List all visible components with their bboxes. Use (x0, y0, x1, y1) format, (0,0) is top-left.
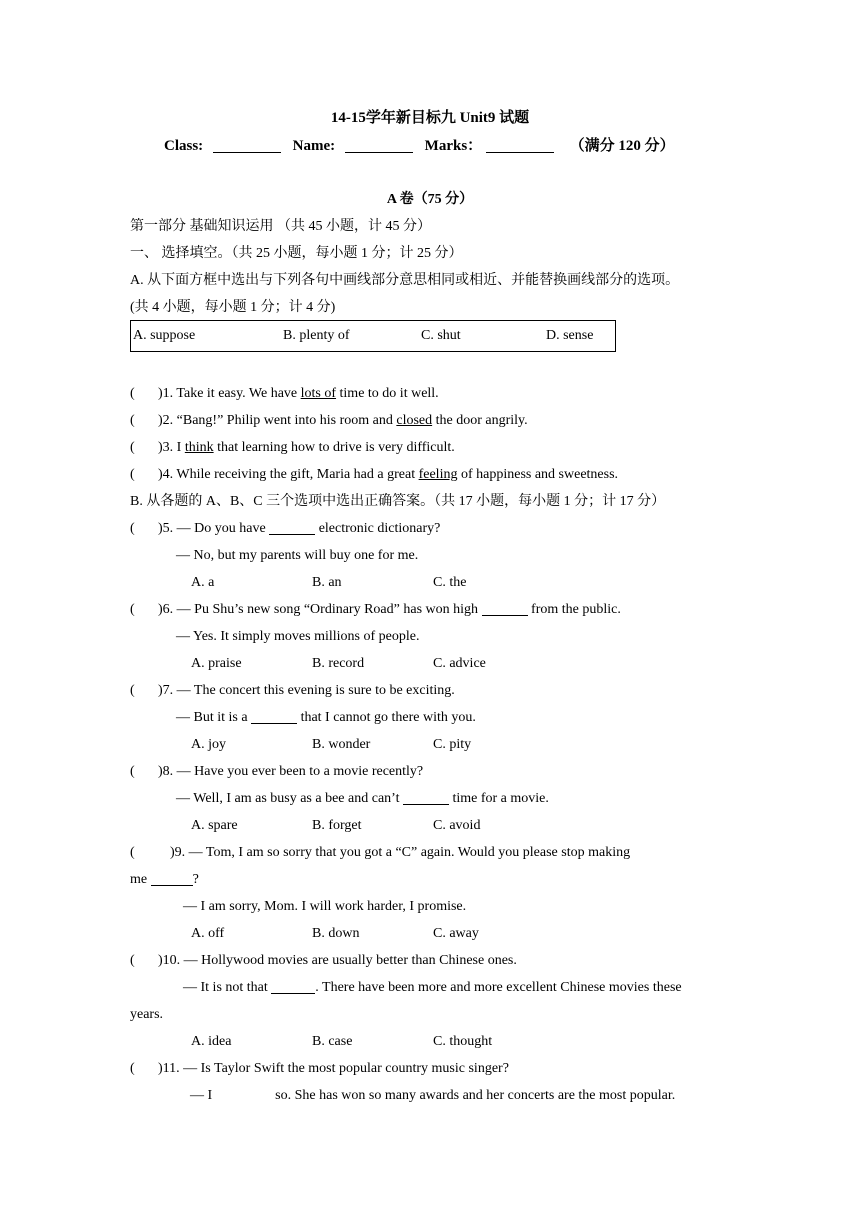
class-blank[interactable] (213, 138, 281, 153)
option-c[interactable]: C. avoid (433, 818, 481, 833)
option-b[interactable]: B. forget (312, 818, 362, 833)
box-option-c: C. shut (421, 328, 461, 343)
question-6: ( )6. — Pu Shu’s new song “Ordinary Road” has won high from the public. (130, 600, 621, 620)
section-a-title: A 卷（75 分） (386, 192, 474, 207)
option-a[interactable]: A. spare (191, 818, 238, 833)
option-b[interactable]: B. wonder (312, 737, 371, 752)
question-2: ( )2. “Bang!” Philip went into his room and closed the door angrily. (130, 411, 528, 431)
question-9-cont: me ? (130, 872, 199, 887)
full-marks: （满分 120 分） (569, 138, 675, 154)
answer-paren[interactable]: ( (130, 602, 135, 617)
question-11: ( )11. — Is Taylor Swift the most popular country music singer? (130, 1059, 509, 1079)
option-a[interactable]: A. a (191, 575, 215, 590)
option-a[interactable]: A. off (191, 926, 225, 941)
question-8-reply: — Well, I am as busy as a bee and can’t time for a movie. (176, 791, 549, 806)
answer-paren[interactable]: ( (130, 953, 135, 968)
answer-paren[interactable]: ( (130, 1061, 135, 1076)
box-option-d: D. sense (546, 328, 594, 343)
answer-paren[interactable]: ( (130, 467, 135, 482)
answer-paren[interactable]: ( (130, 521, 135, 536)
fill-blank[interactable] (269, 520, 315, 535)
question-10: ( )10. — Hollywood movies are usually better than Chinese ones. (130, 951, 517, 971)
question-5: ( )5. — Do you have electronic dictionary? (130, 519, 440, 539)
box-option-a: A. suppose (133, 328, 196, 343)
option-b[interactable]: B. down (312, 926, 360, 941)
part-one-heading: 一、 选择填空。（共 25 小题，每小题 1 分；计 25 分） (130, 246, 463, 261)
fill-blank[interactable] (403, 790, 449, 805)
marks-label: Marks： (424, 138, 483, 154)
question-3: ( )3. I think that learning how to drive is very difficult. (130, 438, 455, 458)
question-11-reply: — I so. She has won so many awards and her concerts are the most popular. (190, 1088, 676, 1103)
answer-paren[interactable]: ( (130, 845, 135, 860)
fill-blank[interactable] (271, 979, 315, 994)
option-a[interactable]: A. idea (191, 1034, 232, 1049)
answer-paren[interactable]: ( (130, 440, 135, 455)
exam-title: 14-15学年新目标九 Unit9 试题 (330, 110, 530, 126)
name-blank[interactable] (345, 138, 413, 153)
instruction-a-line1: A. 从下面方框中选出与下列各句中画线部分意思相同或相近、并能替换画线部分的选项。 (130, 273, 680, 288)
question-8: ( )8. — Have you ever been to a movie recently? (130, 762, 423, 782)
answer-paren[interactable]: ( (130, 683, 135, 698)
student-info-line (164, 136, 675, 156)
question-4: ( )4. While receiving the gift, Maria had a great feeling of happiness and sweetness. (130, 465, 618, 485)
marks-blank[interactable] (486, 138, 554, 153)
class-label: Class: (164, 138, 204, 154)
instruction-b: B. 从各题的 A、B、C 三个选项中选出正确答案。（共 17 小题，每小题 1 分；计 17 分） (130, 494, 666, 509)
question-1: ( )1. Take it easy. We have lots of time to do it well. (130, 384, 439, 404)
question-5-reply: — No, but my parents will buy one for me. (176, 548, 419, 563)
box-option-b: B. plenty of (283, 328, 350, 343)
option-a[interactable]: A. joy (191, 737, 226, 752)
option-c[interactable]: C. away (433, 926, 479, 941)
option-a[interactable]: A. praise (191, 656, 242, 671)
fill-blank[interactable] (151, 871, 193, 886)
options-box (130, 320, 616, 352)
option-b[interactable]: B. case (312, 1034, 353, 1049)
option-b[interactable]: B. an (312, 575, 342, 590)
option-c[interactable]: C. pity (433, 737, 472, 752)
option-c[interactable]: C. the (433, 575, 467, 590)
question-6-reply: — Yes. It simply moves millions of people. (176, 629, 420, 644)
answer-paren[interactable]: ( (130, 386, 135, 401)
part1-heading: 第一部分 基础知识运用 （共 45 小题，计 45 分） (130, 219, 431, 234)
name-label: Name: (292, 138, 336, 154)
question-9: ( )9. — Tom, I am so sorry that you got a “C” again. Would you please stop making (130, 843, 630, 863)
question-7-reply: — But it is a that I cannot go there with you. (176, 710, 476, 725)
fill-blank[interactable] (251, 709, 297, 724)
question-7: ( )7. — The concert this evening is sure to be exciting. (130, 681, 455, 701)
question-10-reply: — It is not that . There have been more and more excellent Chinese movies these (183, 980, 682, 995)
instruction-a-line2: (共 4 小题，每小题 1 分；计 4 分) (130, 300, 336, 315)
option-b[interactable]: B. record (312, 656, 365, 671)
fill-blank[interactable] (482, 601, 528, 616)
answer-paren[interactable]: ( (130, 764, 135, 779)
answer-paren[interactable]: ( (130, 413, 135, 428)
question-10-cont: years. (130, 1007, 164, 1022)
option-c[interactable]: C. thought (433, 1034, 493, 1049)
option-c[interactable]: C. advice (433, 656, 486, 671)
question-9-reply: — I am sorry, Mom. I will work harder, I promise. (183, 899, 467, 914)
